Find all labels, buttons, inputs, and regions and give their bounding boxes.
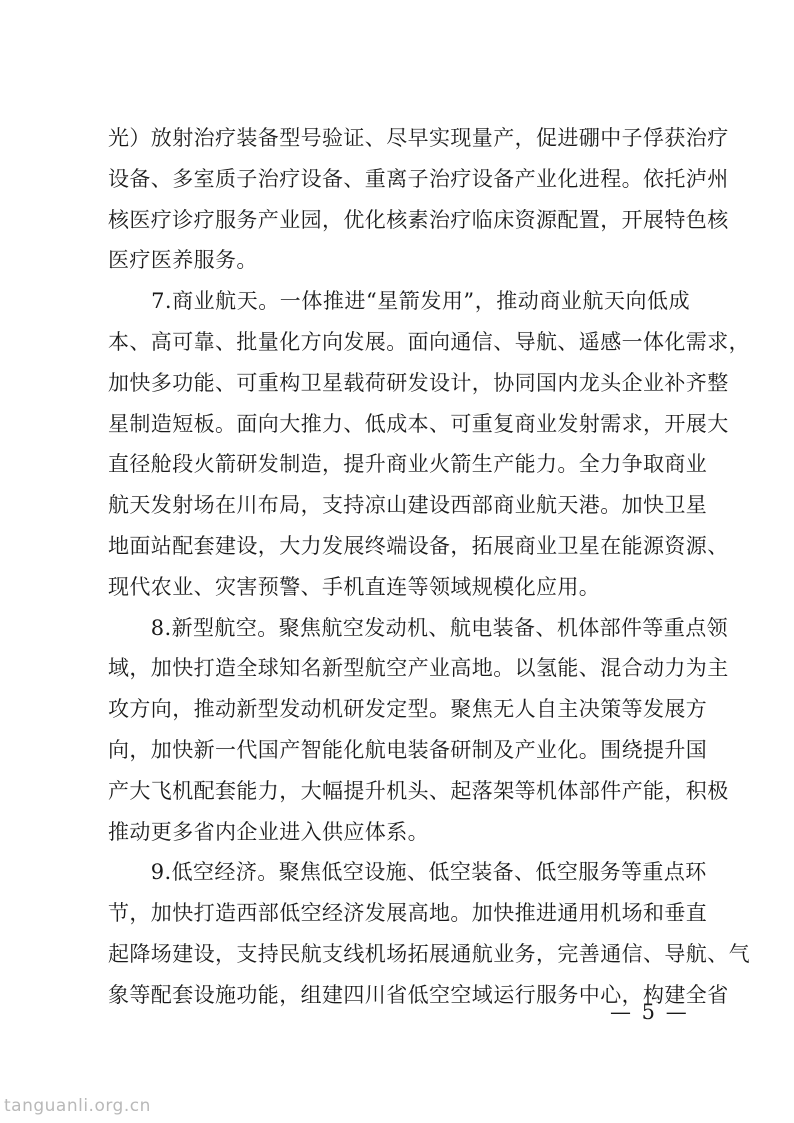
text-line: 产大飞机配套能力，大幅提升机头、起落架等机体部件产能，积极 [108, 778, 729, 803]
text-line: 加快多功能、可重构卫星载荷研发设计，协同国内龙头企业补齐整 [108, 370, 729, 395]
paragraph-radiation-therapy [108, 118, 729, 281]
document-body [108, 118, 750, 1016]
text-line: 现代农业、灾害预警、手机直连等领域规模化应用。 [108, 574, 601, 599]
text-line: 攻方向，推动新型发动机研发定型。聚焦无人自主决策等发展方 [108, 697, 708, 722]
text-line: 7.商业航天。一体推进“星箭发用”，推动商业航天向低成 [108, 289, 690, 314]
text-line: 9.低空经济。聚焦低空设施、低空装备、低空服务等重点环 [108, 860, 707, 885]
text-line: 起降场建设，支持民航支线机场拓展通航业务，完善通信、导航、气 [108, 941, 750, 966]
text-line: 星制造短板。面向大推力、低成本、可重复商业发射需求，开展大 [108, 411, 729, 436]
paragraph-commercial-space [108, 281, 750, 607]
text-line: 本、高可靠、批量化方向发展。面向通信、导航、遥感一体化需求， [108, 329, 750, 354]
text-line: 设备、多室质子治疗设备、重离子治疗设备产业化进程。依托泸州 [108, 166, 729, 191]
text-line: 域，加快打造全球知名新型航空产业高地。以氢能、混合动力为主 [108, 656, 729, 681]
text-line: 向，加快新一代国产智能化航电装备研制及产业化。围绕提升国 [108, 737, 708, 762]
watermark: tanguanli.org.cn [4, 1096, 151, 1116]
text-line: 核医疗诊疗服务产业园，优化核素治疗临床资源配置，开展特色核 [108, 207, 729, 232]
page-number: — 5 — [610, 1000, 689, 1024]
text-line: 8.新型航空。聚焦航空发动机、航电装备、机体部件等重点领 [108, 615, 729, 640]
text-line: 地面站配套建设，大力发展终端设备，拓展商业卫星在能源资源、 [108, 533, 729, 558]
paragraph-new-aviation [108, 608, 729, 853]
text-line: 直径舱段火箭研发制造，提升商业火箭生产能力。全力争取商业 [108, 452, 708, 477]
text-line: 医疗医养服务。 [108, 248, 258, 273]
paragraph-low-altitude-economy [108, 852, 750, 1015]
text-line: 推动更多省内企业进入供应体系。 [108, 819, 429, 844]
text-line: 光）放射治疗装备型号验证、尽早实现量产，促进硼中子俘获治疗 [108, 126, 729, 150]
text-line: 航天发射场在川布局，支持凉山建设西部商业航天港。加快卫星 [108, 493, 708, 518]
text-line: 象等配套设施功能，组建四川省低空空域运行服务中心，构建全省 [108, 982, 729, 1007]
text-line: 节，加快打造西部低空经济发展高地。加快推进通用机场和垂直 [108, 901, 708, 926]
